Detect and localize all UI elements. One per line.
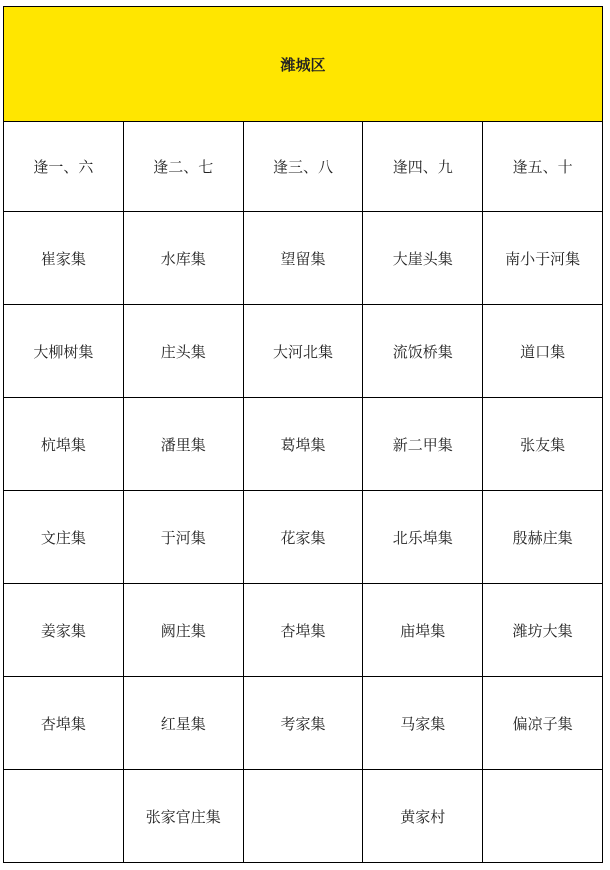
table-cell: 葛埠集 (243, 398, 363, 491)
table-row (4, 491, 603, 584)
table-cell: 望留集 (243, 212, 363, 305)
table-cell: 红星集 (123, 677, 243, 770)
column-header: 逢一、六 (4, 122, 124, 212)
table-row (4, 305, 603, 398)
table-cell: 庄头集 (123, 305, 243, 398)
table-cell: 偏凉子集 (483, 677, 603, 770)
table-cell: 新二甲集 (363, 398, 483, 491)
table-cell: 南小于河集 (483, 212, 603, 305)
table-cell: 流饭桥集 (363, 305, 483, 398)
table-cell: 花家集 (243, 491, 363, 584)
table-cell: 崔家集 (4, 212, 124, 305)
table-cell: 于河集 (123, 491, 243, 584)
table-cell: 大柳树集 (4, 305, 124, 398)
table-cell: 殷赫庄集 (483, 491, 603, 584)
table-cell: 大河北集 (243, 305, 363, 398)
market-schedule-table (3, 6, 603, 863)
header-row (4, 122, 603, 212)
table-cell: 杏埠集 (4, 677, 124, 770)
table-cell: 水库集 (123, 212, 243, 305)
column-header: 逢五、十 (483, 122, 603, 212)
table-row (4, 770, 603, 863)
table-cell: 北乐埠集 (363, 491, 483, 584)
column-header: 逢二、七 (123, 122, 243, 212)
table-cell: 马家集 (363, 677, 483, 770)
table-cell (243, 770, 363, 863)
table-cell: 文庄集 (4, 491, 124, 584)
table-cell: 庙埠集 (363, 584, 483, 677)
table-cell: 黄家村 (363, 770, 483, 863)
table-cell: 阙庄集 (123, 584, 243, 677)
table-cell: 杏埠集 (243, 584, 363, 677)
table-row (4, 677, 603, 770)
table-cell: 潍坊大集 (483, 584, 603, 677)
district-title: 潍城区 (4, 7, 603, 122)
table-cell: 大崖头集 (363, 212, 483, 305)
table-cell (4, 770, 124, 863)
table-cell: 潘里集 (123, 398, 243, 491)
table-row (4, 584, 603, 677)
table-cell (483, 770, 603, 863)
table-cell: 张友集 (483, 398, 603, 491)
column-header: 逢三、八 (243, 122, 363, 212)
table-cell: 考家集 (243, 677, 363, 770)
column-header: 逢四、九 (363, 122, 483, 212)
table-cell: 杭埠集 (4, 398, 124, 491)
table-cell: 张家官庄集 (123, 770, 243, 863)
title-row (4, 7, 603, 122)
table-row (4, 212, 603, 305)
table-row (4, 398, 603, 491)
table-cell: 道口集 (483, 305, 603, 398)
table-cell: 姜家集 (4, 584, 124, 677)
